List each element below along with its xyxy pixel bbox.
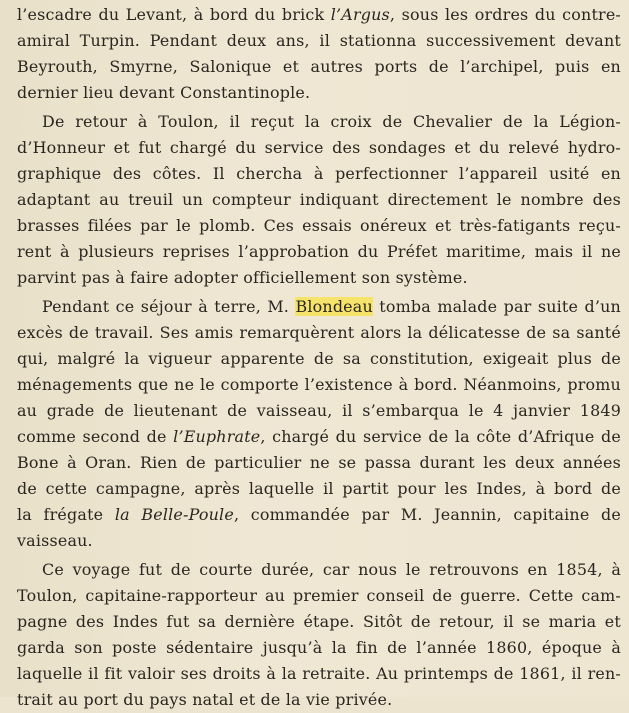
text-segment: trait au port du pays natal et de la vie privée. <box>17 690 393 709</box>
text-segment: adaptant au treuil un compteur indiquant directement le nombre des <box>17 190 621 209</box>
text-segment: amiral Turpin. Pendant deux ans, il stationna successivement devant <box>17 31 621 50</box>
text-segment: Toulon, capitaine-rapporteur au premier conseil de guerre. Cette cam- <box>17 586 621 605</box>
text-segment: tomba malade par suite d’un <box>372 297 621 316</box>
text-line <box>17 346 621 372</box>
text-line <box>17 424 621 450</box>
text-segment: d’Honneur et fut chargé du service des sondages et du relevé hydro- <box>17 138 621 157</box>
italic-ship-name: la Belle-Poule <box>114 505 234 524</box>
text-segment: , commandée par M. Jeannin, capitaine de <box>233 505 621 524</box>
text-segment: rent à plusieurs reprises l’approbation du Préfet maritime, mais il ne <box>17 242 621 261</box>
text-line <box>17 54 621 80</box>
page-text <box>17 2 621 713</box>
text-line <box>17 135 621 161</box>
text-line <box>17 2 621 28</box>
paragraph <box>17 294 621 554</box>
text-line <box>17 687 621 713</box>
text-segment: parvint pas à faire adopter officiellement son système. <box>17 268 468 287</box>
text-line <box>17 502 621 528</box>
text-segment: ménagements que ne le comporte l’existence à bord. Néanmoins, promu <box>17 375 621 394</box>
text-segment: Ce voyage fut de courte durée, car nous le retrouvons en 1854, à <box>42 560 621 579</box>
text-segment: la frégate <box>17 505 115 524</box>
text-segment: Bone à Oran. Rien de particulier ne se passa durant les deux années <box>17 453 621 472</box>
text-segment: dernier lieu devant Constantinople. <box>17 83 311 102</box>
text-line <box>17 239 621 265</box>
text-line <box>17 528 621 554</box>
text-line <box>17 476 621 502</box>
text-segment: , chargé du service de la côte d’Afrique de <box>260 427 621 446</box>
text-segment: garda son poste sédentaire jusqu’à la fin de l’année 1860, époque à <box>17 638 621 657</box>
text-line <box>17 450 621 476</box>
text-line <box>17 372 621 398</box>
text-segment: comme second de <box>17 427 174 446</box>
text-segment: Pendant ce séjour à terre, M. <box>42 297 296 316</box>
text-line <box>17 398 621 424</box>
text-line <box>17 265 621 291</box>
text-segment: brasses filées par le plomb. Ces essais onéreux et très-fatigants reçu- <box>17 216 621 235</box>
text-segment: , sous les ordres du contre- <box>389 5 622 24</box>
text-line <box>17 635 621 661</box>
text-line <box>17 28 621 54</box>
text-segment: vaisseau. <box>17 531 93 550</box>
paragraph <box>17 557 621 713</box>
text-line <box>17 80 621 106</box>
text-line <box>17 109 621 135</box>
text-segment: qui, malgré la vigueur apparente de sa constitution, exigeait plus de <box>17 349 621 368</box>
text-segment: excès de travail. Ses amis remarquèrent alors la délicatesse de sa santé <box>17 323 621 342</box>
text-line <box>17 320 621 346</box>
text-line <box>17 294 621 320</box>
italic-ship-name: l’Euphrate <box>173 427 261 446</box>
text-line <box>17 213 621 239</box>
text-segment: au grade de lieutenant de vaisseau, il s’embarqua le 4 janvier 1849 <box>17 401 621 420</box>
text-segment: de cette campagne, après laquelle il partit pour les Indes, à bord de <box>17 479 621 498</box>
paragraph <box>17 109 621 291</box>
paragraph <box>17 2 621 106</box>
text-line <box>17 661 621 687</box>
text-line <box>17 583 621 609</box>
text-segment: De retour à Toulon, il reçut la croix de Chevalier de la Légion- <box>42 112 621 131</box>
italic-ship-name: l’Argus <box>330 5 390 24</box>
text-line <box>17 187 621 213</box>
highlighted-name: Blondeau <box>295 297 373 316</box>
text-segment: Beyrouth, Smyrne, Salonique et autres ports de l’archipel, puis en <box>17 57 621 76</box>
text-segment: laquelle il fit valoir ses droits à la retraite. Au printemps de 1861, il ren- <box>17 664 621 683</box>
text-segment: l’escadre du Levant, à bord du brick <box>17 5 331 24</box>
text-line <box>17 161 621 187</box>
text-line <box>17 609 621 635</box>
text-segment: pagne des Indes fut sa dernière étape. Sitôt de retour, il se maria et <box>17 612 621 631</box>
text-line <box>17 557 621 583</box>
text-segment: graphique des côtes. Il chercha à perfectionner l’appareil usité en <box>17 164 621 183</box>
